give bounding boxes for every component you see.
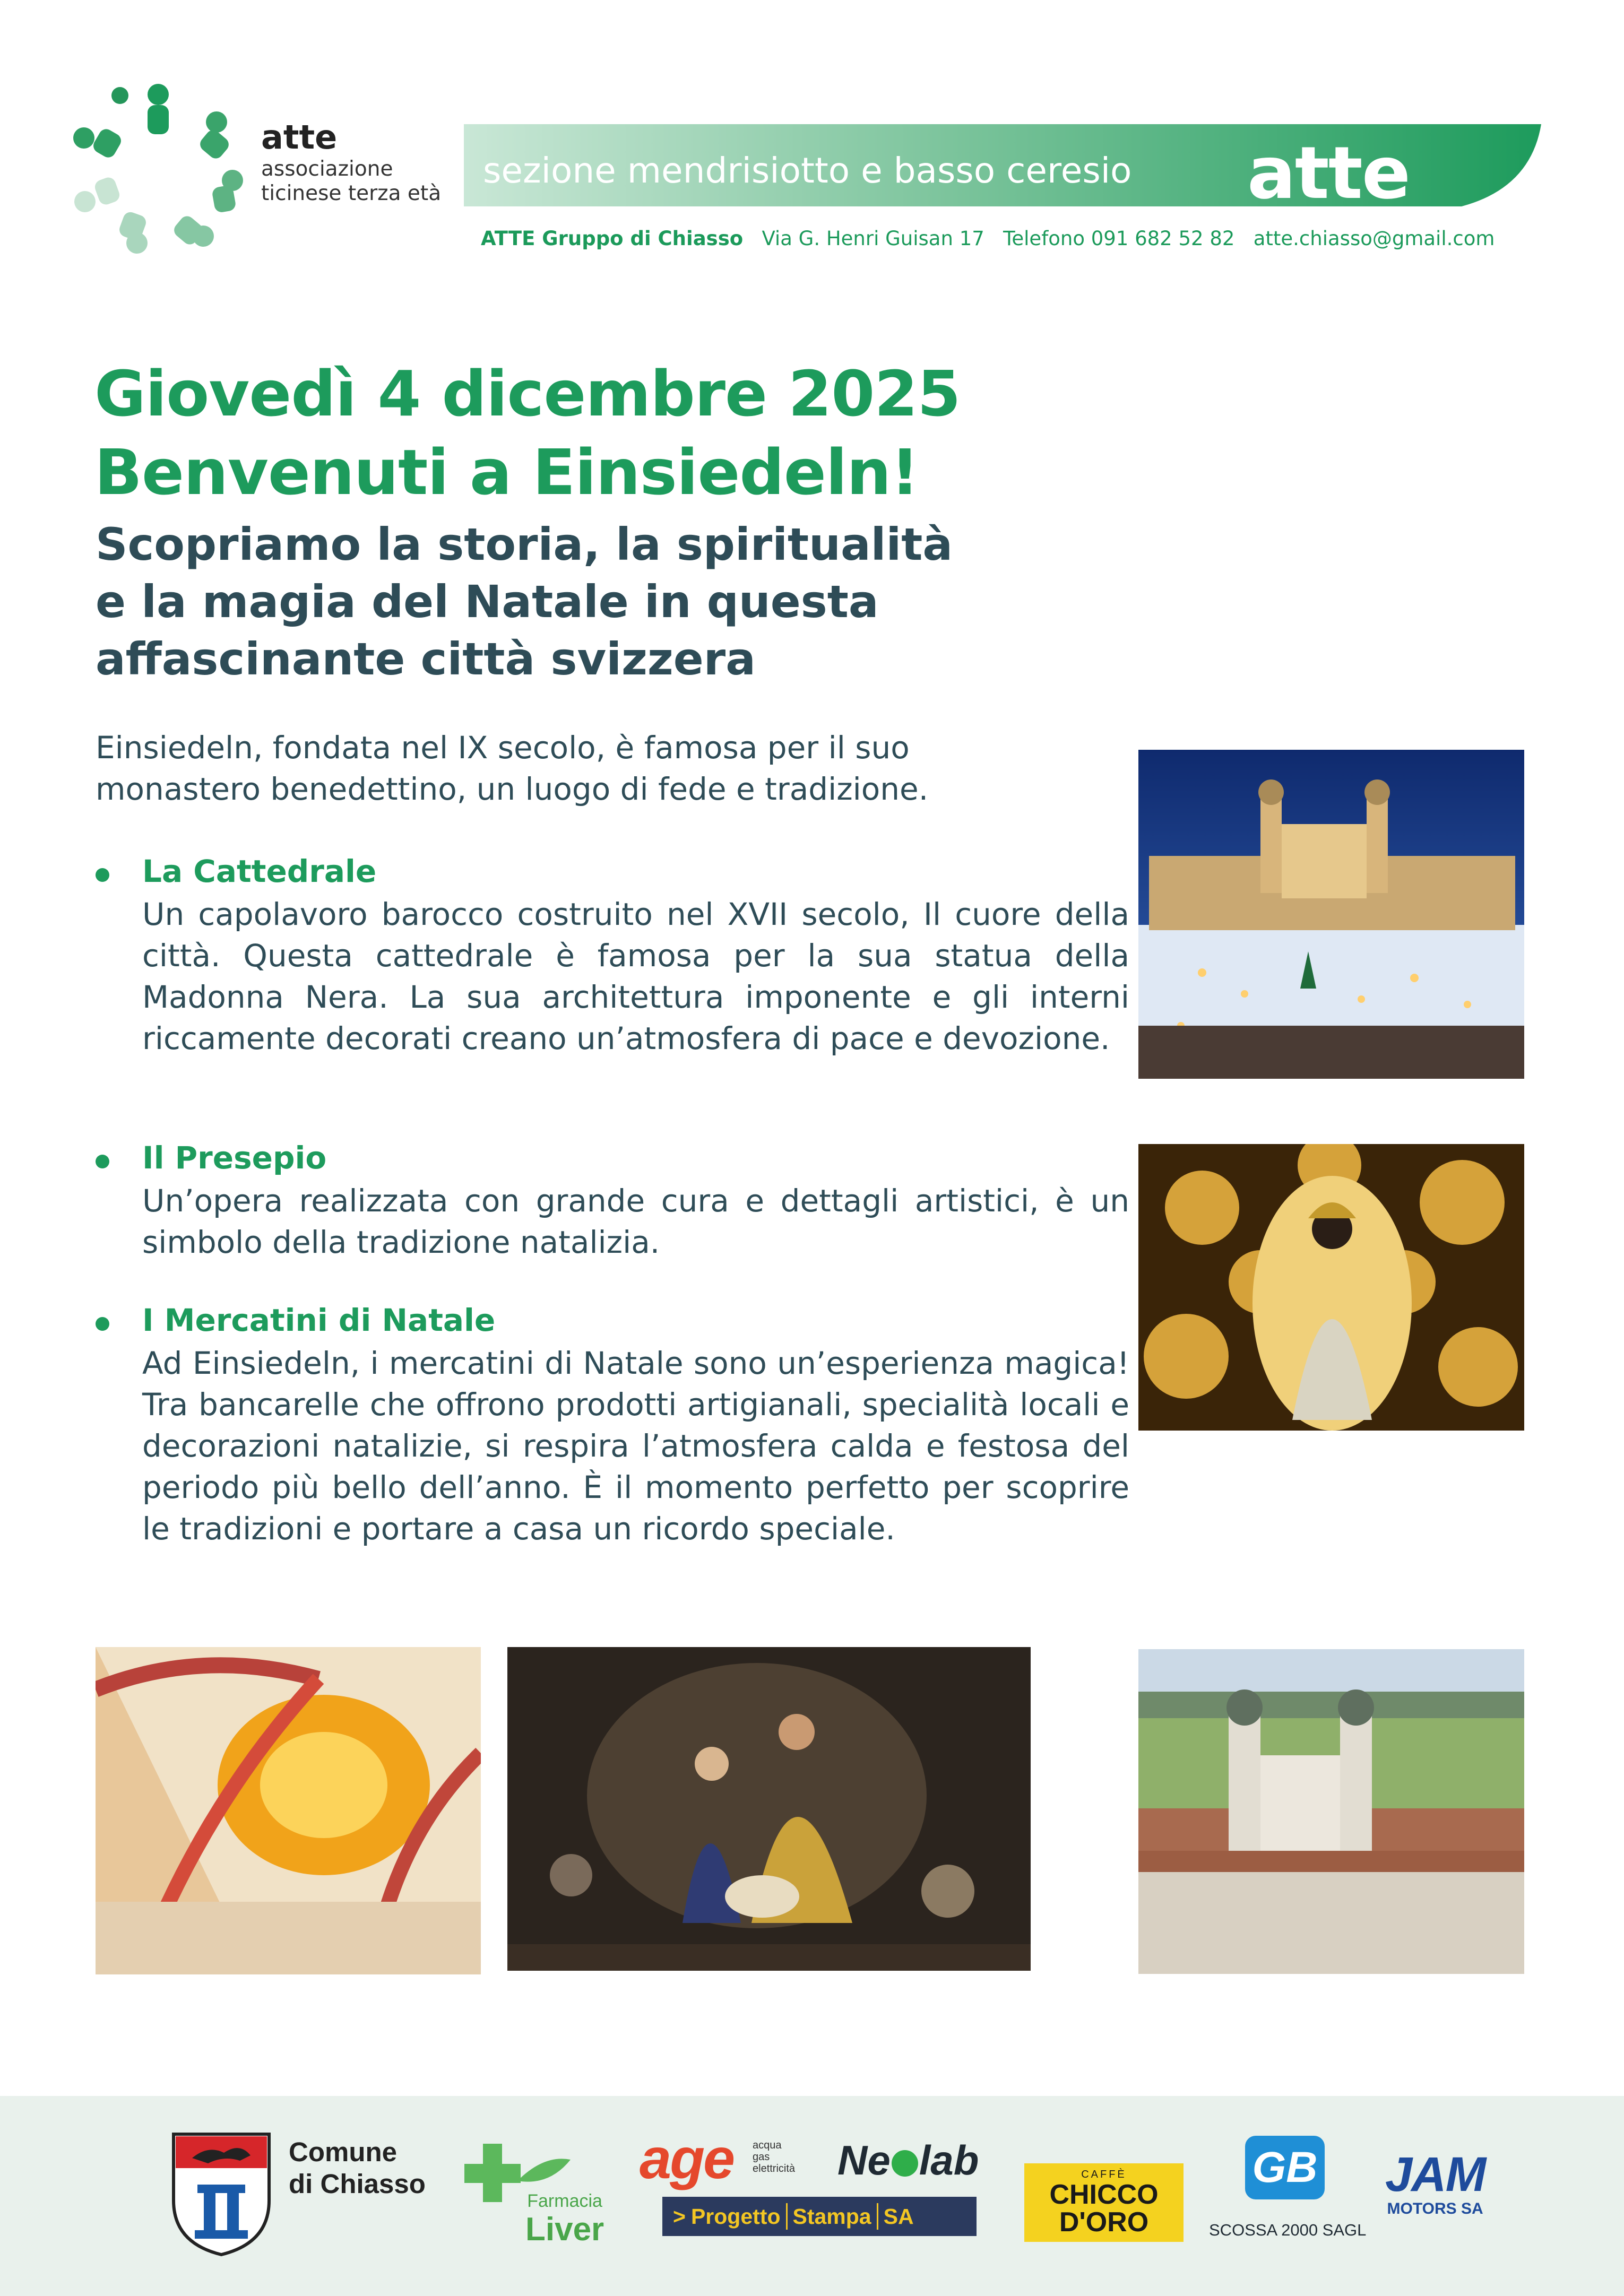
section-body: Ad Einsiedeln, i mercatini di Natale sono un’esperienza magica! Tra bancarelle che offrono prodotti artigianali, specialità locali e decorazioni natalizie, si respira l’atmosfera calda e festosa del periodo più bello dell’anno. È il momento perfetto per scoprire le tradizioni e portare a casa un ricordo speciale. bbox=[142, 1345, 1129, 1547]
progetto-divider bbox=[877, 2203, 878, 2230]
section-title: I Mercatini di Natale bbox=[142, 1302, 496, 1338]
neolab-logo bbox=[837, 2136, 979, 2185]
chicco-top: CAFFÈ bbox=[1081, 2169, 1127, 2180]
banner-text: sezione mendrisiotto e basso ceresio bbox=[483, 150, 1132, 191]
photo-black-madonna bbox=[1138, 1144, 1524, 1431]
age-logo: age bbox=[640, 2126, 734, 2190]
subtitle-line1: Scopriamo la storia, la spiritualità bbox=[96, 518, 953, 570]
neolab-o-icon bbox=[892, 2150, 918, 2177]
progetto-stampa-logo bbox=[662, 2197, 977, 2236]
section-title: La Cattedrale bbox=[142, 853, 377, 889]
contact-email[interactable]: atte.chiasso@gmail.com bbox=[1253, 227, 1495, 250]
photo-baroque-ceiling bbox=[96, 1647, 481, 1974]
brand-subtitle-line1: associazione bbox=[261, 157, 393, 181]
contact-group: ATTE Gruppo di Chiasso bbox=[481, 227, 744, 250]
contact-address: Via G. Henri Guisan 17 bbox=[762, 227, 984, 250]
jam-motors-word: MOTORS SA bbox=[1387, 2200, 1483, 2217]
jam-word: JAM bbox=[1385, 2147, 1485, 2202]
age-sub3: elettricità bbox=[753, 2163, 796, 2174]
brand-subtitle bbox=[261, 157, 441, 206]
section-body: Un capolavoro barocco costruito nel XVII secolo, Il cuore della città. Questa cattedrale è famosa per la sua statua della Madonna Nera. La sua architettura imponente e gli interni riccamente decorati creano un’atmosfera di pace e devozione. bbox=[142, 896, 1129, 1056]
page-subtitle bbox=[96, 516, 953, 688]
scossa-label: SCOSSA 2000 SAGL bbox=[1209, 2221, 1367, 2239]
progetto-divider bbox=[786, 2203, 788, 2230]
chicco-word1: CHICCO bbox=[1049, 2179, 1159, 2210]
people-circle-icon bbox=[73, 84, 243, 254]
title-welcome: Benvenuti a Einsiedeln! bbox=[94, 436, 919, 509]
age-sub1: acqua bbox=[753, 2139, 782, 2151]
photo-abbey-landscape bbox=[1138, 1649, 1524, 1974]
section-title: Il Presepio bbox=[142, 1140, 327, 1176]
neolab-part1: Ne bbox=[837, 2137, 891, 2184]
bullet-icon bbox=[96, 868, 109, 882]
neolab-part2: lab bbox=[919, 2137, 979, 2184]
farmacia-word: Farmacia bbox=[527, 2191, 602, 2211]
page-title bbox=[94, 354, 961, 512]
sponsor-footer bbox=[0, 2096, 1624, 2296]
contact-phone: Telefono 091 682 52 82 bbox=[1003, 227, 1235, 250]
jam-motors-logo bbox=[1385, 2149, 1485, 2218]
contact-line bbox=[481, 227, 1495, 250]
atte-logo-figures bbox=[63, 74, 254, 260]
subtitle-line2: e la magia del Natale in questa bbox=[96, 576, 879, 628]
age-sub2: gas bbox=[753, 2151, 770, 2163]
farmacia-liver-logo bbox=[525, 2190, 604, 2248]
age-subtitle bbox=[753, 2139, 795, 2174]
bullet-icon bbox=[96, 1155, 109, 1168]
progetto-word3: SA bbox=[883, 2204, 914, 2229]
progetto-word1: Progetto bbox=[690, 2204, 781, 2229]
photo-nativity-scene bbox=[507, 1647, 1031, 1971]
scossa-gb-icon: GB bbox=[1245, 2136, 1325, 2199]
subtitle-line3: affascinante città svizzera bbox=[96, 633, 756, 685]
banner-brand: atte bbox=[1247, 132, 1410, 215]
section-body: Un’opera realizzata con grande cura e dettagli artistici, è un simbolo della tradizione natalizia. bbox=[142, 1183, 1129, 1260]
progetto-word2: Stampa bbox=[792, 2204, 871, 2229]
chiasso-line1: Comune bbox=[289, 2137, 397, 2167]
brand-subtitle-line2: ticinese terza età bbox=[261, 181, 442, 205]
chiasso-line2: di Chiasso bbox=[289, 2169, 426, 2199]
chiasso-crest-icon bbox=[171, 2132, 272, 2257]
bullet-icon bbox=[96, 1317, 109, 1331]
comune-chiasso-logo bbox=[289, 2136, 426, 2200]
photo-abbey-night-market bbox=[1138, 750, 1524, 1079]
title-date: Giovedì 4 dicembre 2025 bbox=[94, 357, 961, 430]
chicco-doro-logo bbox=[1024, 2163, 1184, 2242]
liver-word: Liver bbox=[525, 2211, 604, 2248]
chicco-word2: D'ORO bbox=[1059, 2207, 1149, 2238]
brand-name: atte bbox=[261, 118, 338, 157]
progetto-arrow-icon: > bbox=[673, 2204, 686, 2229]
intro-paragraph: Einsiedeln, fondata nel IX secolo, è famosa per il suo monastero benedettino, un luogo di fede e tradizione. bbox=[96, 730, 929, 807]
